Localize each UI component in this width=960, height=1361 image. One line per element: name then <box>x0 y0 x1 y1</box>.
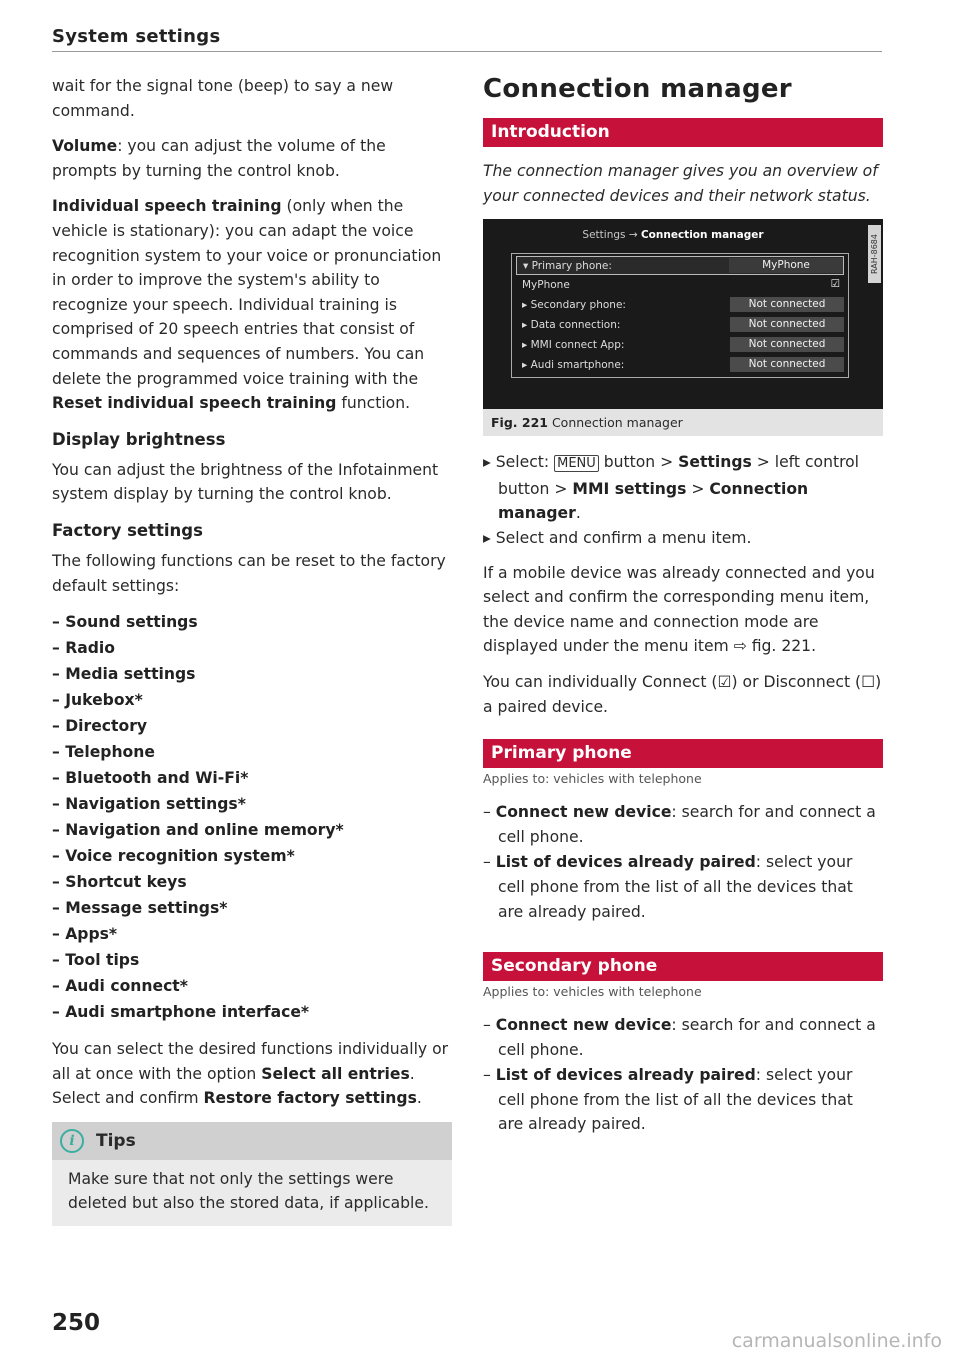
row-label: MyPhone <box>522 278 570 291</box>
list-item: – Connect new device: search for and connect a cell phone. <box>483 1016 876 1059</box>
row-label: ▸ Data connection: <box>522 318 621 331</box>
list-item: – List of devices already paired: select your cell phone from the list of all the devices that are already paired. <box>483 1066 853 1134</box>
menu-row-audi-smartphone <box>516 356 844 373</box>
select-text-1: You can select the desired functions individually or all at once with the option <box>52 1040 449 1083</box>
step-text: . <box>575 504 581 523</box>
step-select-menu <box>483 450 883 526</box>
display-brightness-heading: Display brightness <box>52 429 226 449</box>
step-confirm: ▸ Select and confirm a menu item. <box>483 528 752 547</box>
menu-row-data-connection <box>516 316 844 333</box>
tips-text: Make sure that not only the settings were deleted but also the stored data, if applicable. <box>68 1169 429 1213</box>
factory-settings-list <box>52 609 452 1025</box>
steps-list <box>483 450 883 550</box>
row-value: MyPhone <box>729 258 843 273</box>
menu-row-primary-phone <box>516 256 844 275</box>
list-item: – Radio <box>52 639 115 658</box>
list-item: – Audi connect* <box>52 977 188 996</box>
list-item: – List of devices already paired: select your cell phone from the list of all the devices that are already paired. <box>483 853 853 921</box>
speech-label: Individual speech training <box>52 197 282 216</box>
step-text: > left control button > <box>498 453 860 498</box>
row-label: ▸ Secondary phone: <box>522 298 626 311</box>
list-item: – Bluetooth and Wi-Fi* <box>52 769 249 788</box>
row-value: Not connected <box>730 337 844 352</box>
row-label: ▾ Primary phone: <box>523 259 612 272</box>
row-value: Not connected <box>730 297 844 312</box>
row-value: Not connected <box>730 357 844 372</box>
list-item: – Connect new device: search for and connect a cell phone. <box>483 803 876 846</box>
breadcrumb-current: Connection manager <box>640 229 764 242</box>
step-text: ▸ Select: <box>483 453 555 472</box>
tips-header <box>52 1122 452 1160</box>
list-item: – Message settings* <box>52 899 228 918</box>
introduction-text: The connection manager gives you an overview of your connected devices and their network status. <box>483 162 878 205</box>
speech-text-2: function. <box>336 394 411 413</box>
right-column <box>483 74 883 1149</box>
list-item: – Telephone <box>52 743 155 762</box>
menu-row-myphone <box>516 276 844 293</box>
list-item: – Voice recognition system* <box>52 847 295 866</box>
list-item: – Navigation and online memory* <box>52 821 344 840</box>
factory-settings-text: The following functions can be reset to the factory default settings: <box>52 551 446 595</box>
row-label: ▸ Audi smartphone: <box>522 358 625 371</box>
factory-settings-heading: Factory settings <box>52 520 203 540</box>
reset-speech-label: Reset individual speech training <box>52 394 337 413</box>
primary-phone-applies: Applies to: vehicles with telephone <box>483 771 702 787</box>
mmi-settings-label: MMI settings <box>572 479 687 498</box>
primary-phone-heading: Primary phone <box>483 739 883 768</box>
left-column <box>52 74 452 1226</box>
step-text: > <box>686 479 710 498</box>
header-divider <box>52 51 882 52</box>
page-header-title: System settings <box>52 26 221 47</box>
select-all-entries-label: Select all entries <box>261 1064 410 1083</box>
screen-menu <box>511 253 849 378</box>
secondary-phone-list <box>483 1013 883 1137</box>
menu-key: MENU <box>554 455 599 472</box>
figure-caption <box>483 409 883 436</box>
list-item: – Navigation settings* <box>52 795 246 814</box>
connect-new-device-label: Connect new device <box>495 1016 672 1035</box>
paragraph-speech-training <box>52 194 452 415</box>
list-item: – Media settings <box>52 665 196 684</box>
secondary-phone-heading: Secondary phone <box>483 952 883 981</box>
tips-title: Tips <box>96 1130 136 1151</box>
paragraph-connect-disconnect: You can individually Connect (☑) or Disconnect (☐) a paired device. <box>483 672 882 716</box>
introduction-heading: Introduction <box>483 118 883 147</box>
page-number: 250 <box>52 1310 101 1336</box>
paragraph-connected-device: If a mobile device was already connected and you select and confirm the corresponding menu item, the device name and connection mode are displayed under the menu item ⇨ fig. 221. <box>483 563 875 656</box>
primary-phone-list <box>483 800 883 924</box>
volume-text: : you can adjust the volume of the prompts by turning the control knob. <box>52 137 386 180</box>
list-item: – Shortcut keys <box>52 873 187 892</box>
connect-new-device-label: Connect new device <box>495 803 672 822</box>
select-text-3: . <box>416 1089 422 1108</box>
paired-devices-label: List of devices already paired <box>495 853 756 872</box>
item-text: : select your cell phone from the list of all the devices that are already paired. <box>498 853 853 921</box>
section-title: Connection manager <box>483 74 792 104</box>
secondary-phone-applies: Applies to: vehicles with telephone <box>483 984 702 1000</box>
paired-devices-label: List of devices already paired <box>495 1066 756 1085</box>
figure-label: Fig. 221 <box>491 415 548 431</box>
connection-manager-screen <box>483 219 883 409</box>
item-text: : search for and connect a cell phone. <box>498 1016 876 1059</box>
tips-box <box>52 1122 452 1226</box>
volume-label: Volume <box>52 137 118 156</box>
list-item: – Sound settings <box>52 613 198 632</box>
menu-row-mmi-connect <box>516 336 844 353</box>
paragraph-signal: wait for the signal tone (beep) to say a new command. <box>52 77 394 120</box>
breadcrumb-parent: Settings → <box>582 229 641 242</box>
select-text-2: . Select and confirm <box>52 1064 415 1108</box>
screen-breadcrumb <box>483 229 863 241</box>
display-brightness-text: You can adjust the brightness of the Infotainment system display by turning the control knob. <box>52 460 439 504</box>
restore-factory-settings-label: Restore factory settings <box>203 1089 417 1108</box>
item-text: : select your cell phone from the list of all the devices that are already paired. <box>498 1066 853 1134</box>
menu-row-secondary-phone <box>516 296 844 313</box>
list-item: – Jukebox* <box>52 691 143 710</box>
list-item: – Audi smartphone interface* <box>52 1003 310 1022</box>
list-item: – Tool tips <box>52 951 140 970</box>
list-item: – Apps* <box>52 925 118 944</box>
info-icon: i <box>60 1129 84 1153</box>
row-label: ▸ MMI connect App: <box>522 338 625 351</box>
step-text: button > <box>598 453 679 472</box>
item-text: : search for and connect a cell phone. <box>498 803 876 846</box>
settings-label: Settings <box>678 453 752 472</box>
figure-code: RAH-8684 <box>868 225 881 283</box>
connection-manager-label: Connection manager <box>498 479 809 523</box>
row-value: Not connected <box>730 317 844 332</box>
figure-caption-text: Connection manager <box>547 415 683 431</box>
list-item: – Directory <box>52 717 148 736</box>
checkbox-icon: ☑ <box>830 278 840 291</box>
select-entries-paragraph <box>52 1037 452 1111</box>
paragraph-volume <box>52 134 452 183</box>
speech-text-1: (only when the vehicle is stationary): you can adapt the voice recognition system to your voice or pronunciation in order to improve the system's ability to recognize your speech. Individual training is comprised of 20 speech entries that consist of commands and sequences of numbers. You can delete the programmed voice training with the <box>52 197 442 388</box>
watermark: carmanualsonline.info <box>731 1330 942 1352</box>
tips-body <box>52 1160 452 1226</box>
